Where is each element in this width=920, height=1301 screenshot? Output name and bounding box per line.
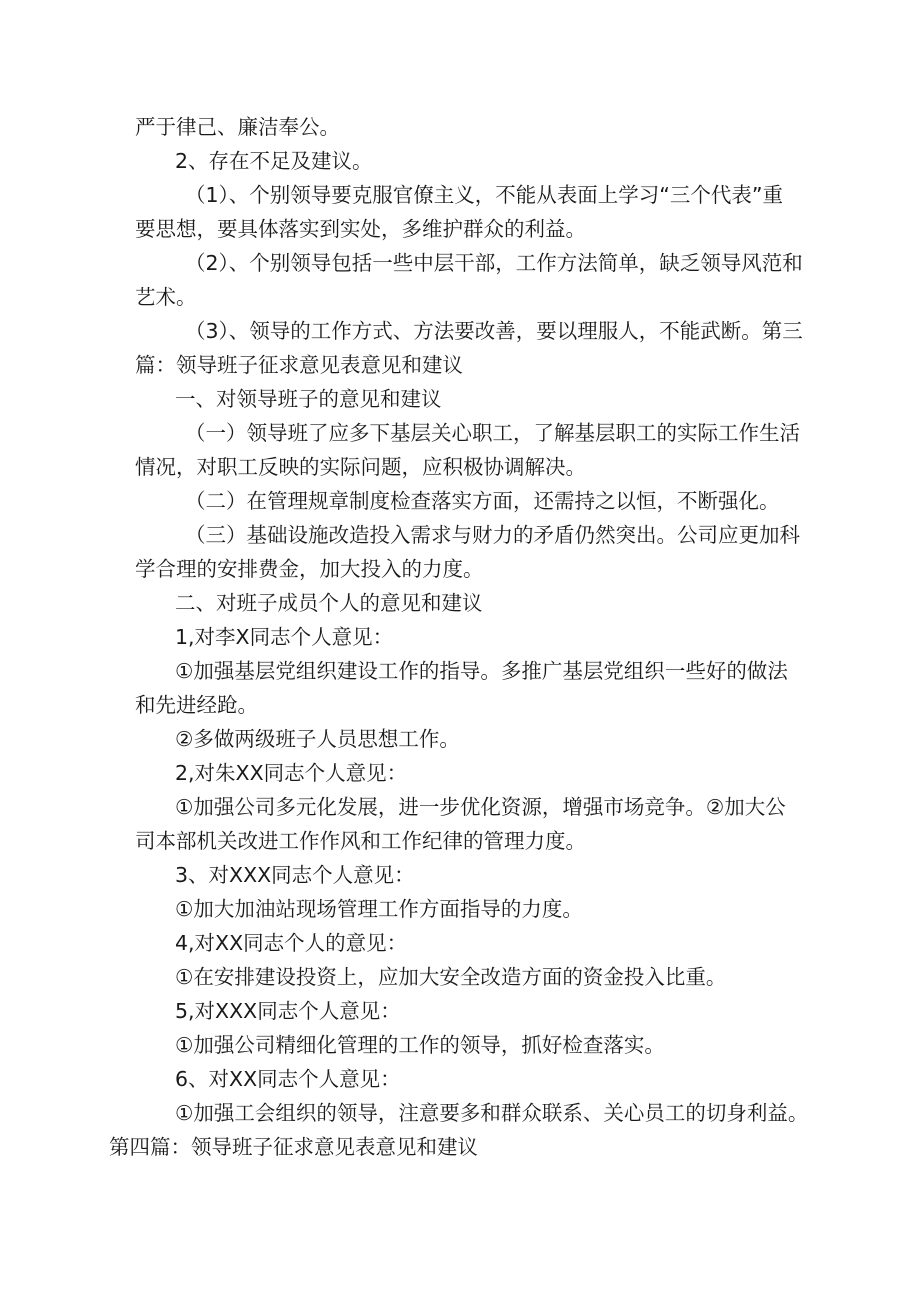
text-line: ①加强公司多元化发展，进一步优化资源，增强市场竞争。②加大公	[175, 795, 786, 819]
document-page	[109, 110, 809, 1164]
text-line: ①在安排建设投资上，应加大安全改造方面的资金投入比重。	[175, 965, 727, 989]
text-line: 要思想，要具体落实到实处，多维护群众的利益。	[135, 217, 586, 241]
text-line: ②多做两级班子人员思想工作。	[175, 727, 460, 751]
text-line: （一）领导班了应多下基层关心职工，了解基层职工的实际工作生活	[185, 421, 800, 445]
text-line: ①加强基层党组织建设工作的指导。多推广基层党组织一些好的做法	[175, 659, 788, 683]
text-line: 2、存在不足及建议。	[175, 149, 373, 173]
text-line: 篇：领导班子征求意见表意见和建议	[135, 353, 463, 377]
text-line: 一、对领导班子的意见和建议	[175, 387, 442, 411]
text-line: （二）在管理规章制度检查落实方面，还需持之以恒，不断强化。	[185, 489, 780, 513]
text-line: 学合理的安排费金，加大投入的力度。	[135, 557, 484, 581]
text-line: 情况，对职工反映的实际问题，应积极协调解决。	[135, 455, 586, 479]
text-line: 1,对李X同志个人意见：	[175, 625, 394, 649]
text-line: 第四篇：领导班子征求意见表意见和建议	[109, 1135, 478, 1159]
text-line: ①加大加油站现场管理工作方面指导的力度。	[175, 897, 583, 921]
text-line: ①加强工会组织的领导，注意要多和群众联系、关心员工的切身利益。	[175, 1101, 809, 1125]
text-line: 和先进经跄。	[135, 693, 258, 717]
text-line: 2,对朱XX同志个人意见：	[175, 761, 408, 785]
text-line: （2）、个别领导包括一些中层干部，工作方法简单，缺乏领导风范和	[185, 251, 803, 275]
text-line: （三）基础设施改造投入需求与财力的矛盾仍然突出。公司应更加科	[185, 523, 800, 547]
text-line: 3、对XXX同志个人意见：	[175, 863, 415, 887]
text-line: ①加强公司精细化管理的工作的领导，抓好检查落实。	[175, 1033, 665, 1057]
text-line: 5,对XXX同志个人意见：	[175, 999, 401, 1023]
text-line: 4,对XX同志个人的意见：	[175, 931, 408, 955]
text-line: （1）、个别领导要克服官僚主义，不能从表面上学习“三个代表”重	[185, 183, 784, 207]
text-line: 严于律己、廉洁奉公。	[135, 115, 340, 139]
text-line: 6、对XX同志个人意见：	[175, 1067, 401, 1091]
text-line: 二、对班子成员个人的意见和建议	[175, 591, 483, 615]
text-line: 司本部机关改进工作作风和工作纪律的管理力度。	[135, 829, 586, 853]
text-line: （3）、领导的工作方式、方法要改善，要以理服人，不能武断。第三	[185, 319, 803, 343]
text-line: 艺术。	[135, 285, 197, 309]
